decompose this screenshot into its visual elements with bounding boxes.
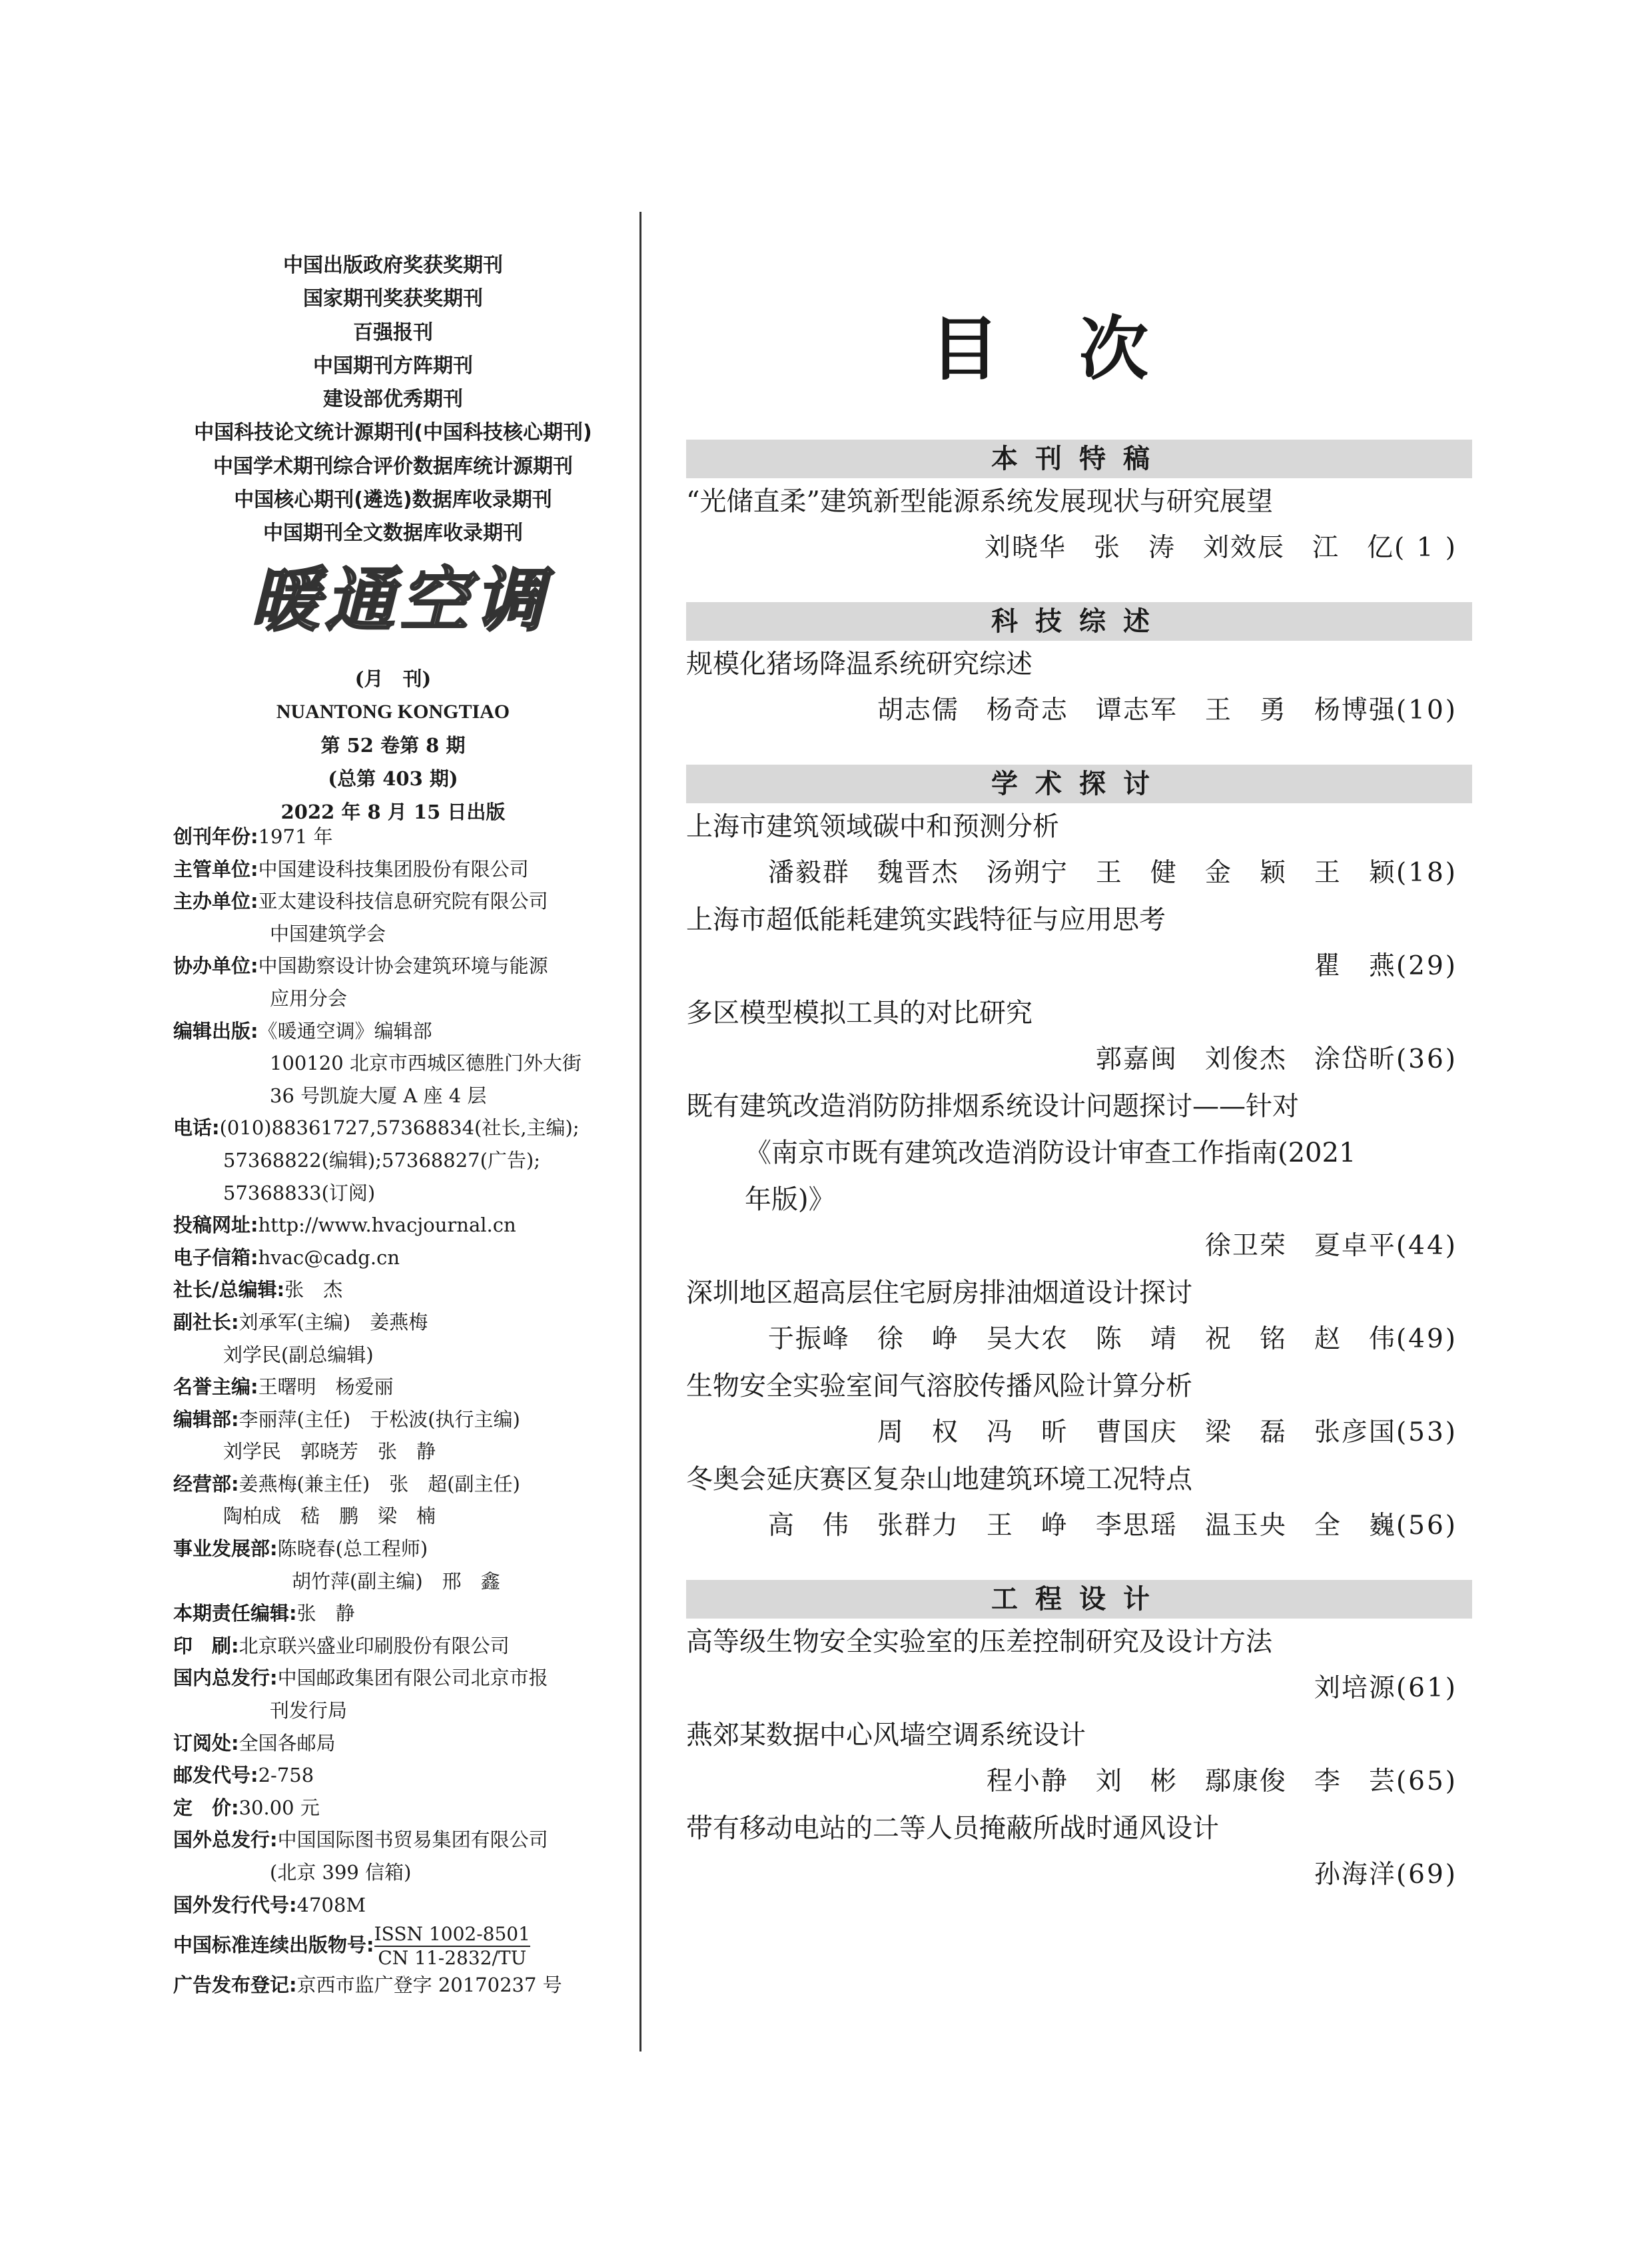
info-row xyxy=(173,918,639,950)
journal-logo xyxy=(193,563,606,637)
total-issue: (总第 403 期) xyxy=(328,767,458,790)
info-label: 国内总发行: xyxy=(173,1667,278,1690)
article-title[interactable]: 既有建筑改造消防防排烟系统设计问题探讨——针对 xyxy=(686,1091,1299,1122)
page-number[interactable]: (61) xyxy=(1396,1673,1457,1703)
info-row xyxy=(173,1727,639,1760)
award-item: 中国期刊方阵期刊 xyxy=(313,354,473,378)
page-number[interactable]: ( 1 ) xyxy=(1394,533,1457,563)
info-label: 电子信箱: xyxy=(173,1246,258,1269)
page-number[interactable]: (10) xyxy=(1396,695,1457,725)
award-item: 中国出版政府奖获奖期刊 xyxy=(283,254,503,277)
article-title[interactable]: 冬奥会延庆赛区复杂山地建筑环境工况特点 xyxy=(686,1464,1192,1495)
info-value: (010)88361727,57368834(社长,主编); xyxy=(219,1116,580,1140)
info-value: 李丽萍(主任) 于松波(执行主编) xyxy=(238,1407,520,1431)
award-item: 国家期刊奖获奖期刊 xyxy=(303,287,483,311)
author-names: 高 伟 张群力 王 峥 李思瑶 温玉央 全 巍 xyxy=(767,1511,1396,1541)
page-number[interactable]: (29) xyxy=(1396,951,1457,981)
article-title[interactable]: 深圳地区超高层住宅厨房排油烟道设计探讨 xyxy=(686,1278,1192,1308)
info-value: 刘学民(副总编辑) xyxy=(223,1343,374,1366)
info-row xyxy=(173,821,639,853)
info-row xyxy=(173,1274,639,1306)
info-value: 中国建筑学会 xyxy=(270,922,386,945)
article-authors xyxy=(686,1503,1472,1549)
article-title[interactable]: 带有移动电站的二等人员掩蔽所战时通风设计 xyxy=(686,1813,1219,1844)
article-authors xyxy=(686,850,1472,897)
info-label: 副社长: xyxy=(173,1310,239,1333)
info-value: 57368833(订阅) xyxy=(223,1181,376,1204)
info-label: 主办单位: xyxy=(173,890,258,913)
article-title[interactable]: 燕郊某数据中心风墙空调系统设计 xyxy=(686,1720,1086,1750)
info-label: 主管单位: xyxy=(173,857,258,881)
author-names: 刘晓华 张 涛 刘效辰 江 亿 xyxy=(984,533,1394,563)
info-value: 张 静 xyxy=(296,1602,355,1625)
page-number[interactable]: (69) xyxy=(1396,1860,1457,1890)
table-of-contents xyxy=(686,440,1472,1898)
column-divider xyxy=(639,212,641,2052)
info-value: 北京联兴盛业印刷股份有限公司 xyxy=(238,1634,510,1657)
article-authors xyxy=(686,1758,1472,1805)
info-row xyxy=(173,1630,639,1663)
info-row xyxy=(173,1597,639,1630)
info-row xyxy=(173,1533,639,1565)
article-authors xyxy=(686,1852,1472,1898)
section-heading: 科技综述 xyxy=(686,602,1472,641)
article-authors xyxy=(686,943,1472,990)
info-row xyxy=(173,1565,639,1598)
info-label: 社长/总编辑: xyxy=(173,1278,285,1302)
page-number[interactable]: (65) xyxy=(1396,1766,1457,1796)
author-names: 胡志儒 杨奇志 谭志军 王 勇 杨博强 xyxy=(877,695,1396,725)
info-row xyxy=(173,1306,639,1339)
ad-license-row xyxy=(173,1969,639,2002)
info-value: 刘承军(主编) 姜燕梅 xyxy=(238,1310,428,1333)
award-item: 百强报刊 xyxy=(353,320,433,344)
info-value: 姜燕梅(兼主任) 张 超(副主任) xyxy=(238,1472,520,1495)
info-row xyxy=(173,853,639,886)
info-value: 刘学民 郭晓芳 张 静 xyxy=(223,1440,436,1463)
page-number[interactable]: (44) xyxy=(1396,1231,1457,1261)
info-row xyxy=(173,950,639,982)
award-item: 中国期刊全文数据库收录期刊 xyxy=(263,522,523,546)
author-names: 程小静 刘 彬 鄢康俊 李 芸 xyxy=(986,1766,1396,1796)
info-label: 编辑部: xyxy=(173,1407,239,1431)
article-title[interactable]: 上海市超低能耗建筑实践特征与应用思考 xyxy=(686,905,1166,935)
info-label: 编辑出版: xyxy=(173,1019,258,1042)
issn-label: 中国标准连续出版物号: xyxy=(173,1934,374,1957)
info-row xyxy=(173,1824,639,1856)
info-label: 投稿网址: xyxy=(173,1214,258,1237)
info-label: 国外发行代号: xyxy=(173,1893,297,1916)
info-row xyxy=(173,1047,639,1080)
info-row xyxy=(173,1500,639,1533)
article-title[interactable]: 《南京市既有建筑改造消防设计审查工作指南(2021 xyxy=(745,1138,1356,1168)
journal-logo-text: 暖通空调 xyxy=(250,563,550,637)
journal-pinyin: NUANTONG KONGTIAO xyxy=(276,701,510,723)
info-label: 电话: xyxy=(173,1116,220,1140)
masthead-info xyxy=(173,821,639,2002)
issn-row xyxy=(173,1921,639,1969)
author-names: 瞿 燕 xyxy=(1314,951,1396,981)
article-title[interactable]: 上海市建筑领域碳中和预测分析 xyxy=(686,811,1059,842)
award-item: 中国学术期刊综合评价数据库统计源期刊 xyxy=(213,454,573,478)
toc-title: 目次 xyxy=(929,308,1228,390)
info-row xyxy=(173,1339,639,1371)
page-number[interactable]: (56) xyxy=(1396,1511,1457,1541)
info-value: 4708M xyxy=(296,1893,366,1916)
info-value: 中国国际图书贸易集团有限公司 xyxy=(277,1828,548,1852)
info-value: 100120 北京市西城区德胜门外大街 xyxy=(270,1052,582,1075)
article-authors xyxy=(686,1316,1472,1363)
info-value: 36 号凯旋大厦 A 座 4 层 xyxy=(270,1084,487,1107)
info-row xyxy=(173,1435,639,1468)
info-row xyxy=(173,1403,639,1436)
article-title[interactable]: 多区模型模拟工具的对比研究 xyxy=(686,998,1032,1028)
info-row xyxy=(173,1177,639,1210)
info-label: 经营部: xyxy=(173,1472,239,1495)
article-authors xyxy=(686,1665,1472,1712)
article-authors xyxy=(686,525,1472,571)
author-names: 郭嘉闽 刘俊杰 涂岱昕 xyxy=(1095,1044,1396,1074)
author-names: 周 权 冯 昕 曹国庆 梁 磊 张彦国 xyxy=(877,1417,1396,1447)
pub-date: 2022 年 8 月 15 日出版 xyxy=(280,801,506,823)
award-item: 中国科技论文统计源期刊(中国科技核心期刊) xyxy=(194,421,592,445)
info-value: 应用分会 xyxy=(270,986,348,1010)
info-row xyxy=(173,1468,639,1501)
issn-number: ISSN 1002-8501 xyxy=(374,1923,530,1947)
info-row xyxy=(173,1015,639,1048)
section-heading: 本刊特稿 xyxy=(686,440,1472,478)
info-row xyxy=(173,1080,639,1112)
ad-license-value: 京西市监广登字 20170237 号 xyxy=(296,1974,562,1997)
info-value: 中国邮政集团有限公司北京市报 xyxy=(277,1667,548,1690)
frequency: (月 刊) xyxy=(354,667,432,690)
info-value: 30.00 元 xyxy=(238,1796,320,1819)
section-heading: 工程设计 xyxy=(686,1580,1472,1619)
page-number[interactable]: (18) xyxy=(1396,858,1457,888)
info-label: 国外总发行: xyxy=(173,1828,278,1852)
info-value: 陈晓春(总工程师) xyxy=(277,1537,428,1561)
info-value: 王曙明 杨爱丽 xyxy=(258,1375,394,1399)
article-title[interactable]: 高等级生物安全实验室的压差控制研究及设计方法 xyxy=(686,1627,1272,1657)
info-value: 57368822(编辑);57368827(广告); xyxy=(223,1148,541,1172)
author-names: 刘培源 xyxy=(1314,1673,1396,1703)
info-row xyxy=(173,1759,639,1792)
info-value: 亚太建设科技信息研究院有限公司 xyxy=(258,890,548,913)
article-title[interactable]: 规模化猪场降温系统研究综述 xyxy=(686,649,1032,679)
info-label: 名誉主编: xyxy=(173,1375,258,1399)
page-number[interactable]: (49) xyxy=(1396,1324,1457,1354)
info-row xyxy=(173,982,639,1015)
cn-number: CN 11-2832/TU xyxy=(378,1947,527,1970)
author-names: 于振峰 徐 峥 吴大农 陈 靖 祝 铭 赵 伟 xyxy=(767,1324,1396,1354)
awards-list xyxy=(153,249,633,551)
section-heading: 学术探讨 xyxy=(686,765,1472,803)
award-item: 中国核心期刊(遴选)数据库收录期刊 xyxy=(234,488,552,512)
ad-license-label: 广告发布登记: xyxy=(173,1974,297,1997)
info-value: 中国建设科技集团股份有限公司 xyxy=(258,857,529,881)
page-number[interactable]: (53) xyxy=(1396,1417,1457,1447)
info-value: hvac@cadg.cn xyxy=(258,1246,400,1269)
author-names: 徐卫荣 夏卓平 xyxy=(1204,1231,1396,1261)
article-authors xyxy=(686,1409,1472,1456)
info-row xyxy=(173,1856,639,1889)
info-value: http://www.hvacjournal.cn xyxy=(258,1214,516,1237)
info-label: 事业发展部: xyxy=(173,1537,278,1561)
info-label: 定 价: xyxy=(173,1796,239,1819)
award-item: 建设部优秀期刊 xyxy=(323,388,463,412)
info-label: 邮发代号: xyxy=(173,1764,258,1787)
info-label: 创刊年份: xyxy=(173,825,258,848)
info-value: 全国各邮局 xyxy=(238,1731,336,1754)
info-row xyxy=(173,1889,639,1922)
info-value: 1971 年 xyxy=(258,825,333,848)
info-row xyxy=(173,1694,639,1727)
info-value: 2-758 xyxy=(258,1764,314,1787)
info-row xyxy=(173,1662,639,1694)
author-names: 潘毅群 魏晋杰 汤朔宁 王 健 金 颖 王 颖 xyxy=(767,858,1396,888)
article-authors xyxy=(686,687,1472,734)
info-label: 印 刷: xyxy=(173,1634,239,1657)
info-value: 刊发行局 xyxy=(270,1699,348,1722)
publication-info xyxy=(153,662,633,829)
info-value: 陶柏成 嵇 鹏 梁 楠 xyxy=(223,1505,436,1528)
info-row xyxy=(173,1371,639,1403)
info-row xyxy=(173,1792,639,1824)
info-row xyxy=(173,885,639,918)
info-row xyxy=(173,1242,639,1274)
info-value: 胡竹萍(副主编) 邢 鑫 xyxy=(292,1569,500,1593)
article-title[interactable]: 生物安全实验室间气溶胶传播风险计算分析 xyxy=(686,1371,1192,1401)
info-value: 张 杰 xyxy=(284,1278,343,1302)
info-value: 中国勘察设计协会建筑环境与能源 xyxy=(258,954,548,978)
info-label: 协办单位: xyxy=(173,954,258,978)
info-row xyxy=(173,1209,639,1242)
issn-fraction xyxy=(374,1923,530,1970)
page-number[interactable]: (36) xyxy=(1396,1044,1457,1074)
info-label: 本期责任编辑: xyxy=(173,1602,297,1625)
info-row xyxy=(173,1112,639,1144)
article-authors xyxy=(686,1223,1472,1270)
info-value: (北京 399 信箱) xyxy=(270,1861,412,1884)
info-value: 《暖通空调》编辑部 xyxy=(258,1019,432,1042)
volume: 第 52 卷第 8 期 xyxy=(320,734,466,757)
article-authors xyxy=(686,1036,1472,1083)
article-title[interactable]: 年版)》 xyxy=(745,1184,835,1215)
info-row xyxy=(173,1144,639,1177)
article-title[interactable]: “光储直柔”建筑新型能源系统发展现状与研究展望 xyxy=(686,486,1273,517)
info-label: 订阅处: xyxy=(173,1731,239,1754)
author-names: 孙海洋 xyxy=(1314,1860,1396,1890)
